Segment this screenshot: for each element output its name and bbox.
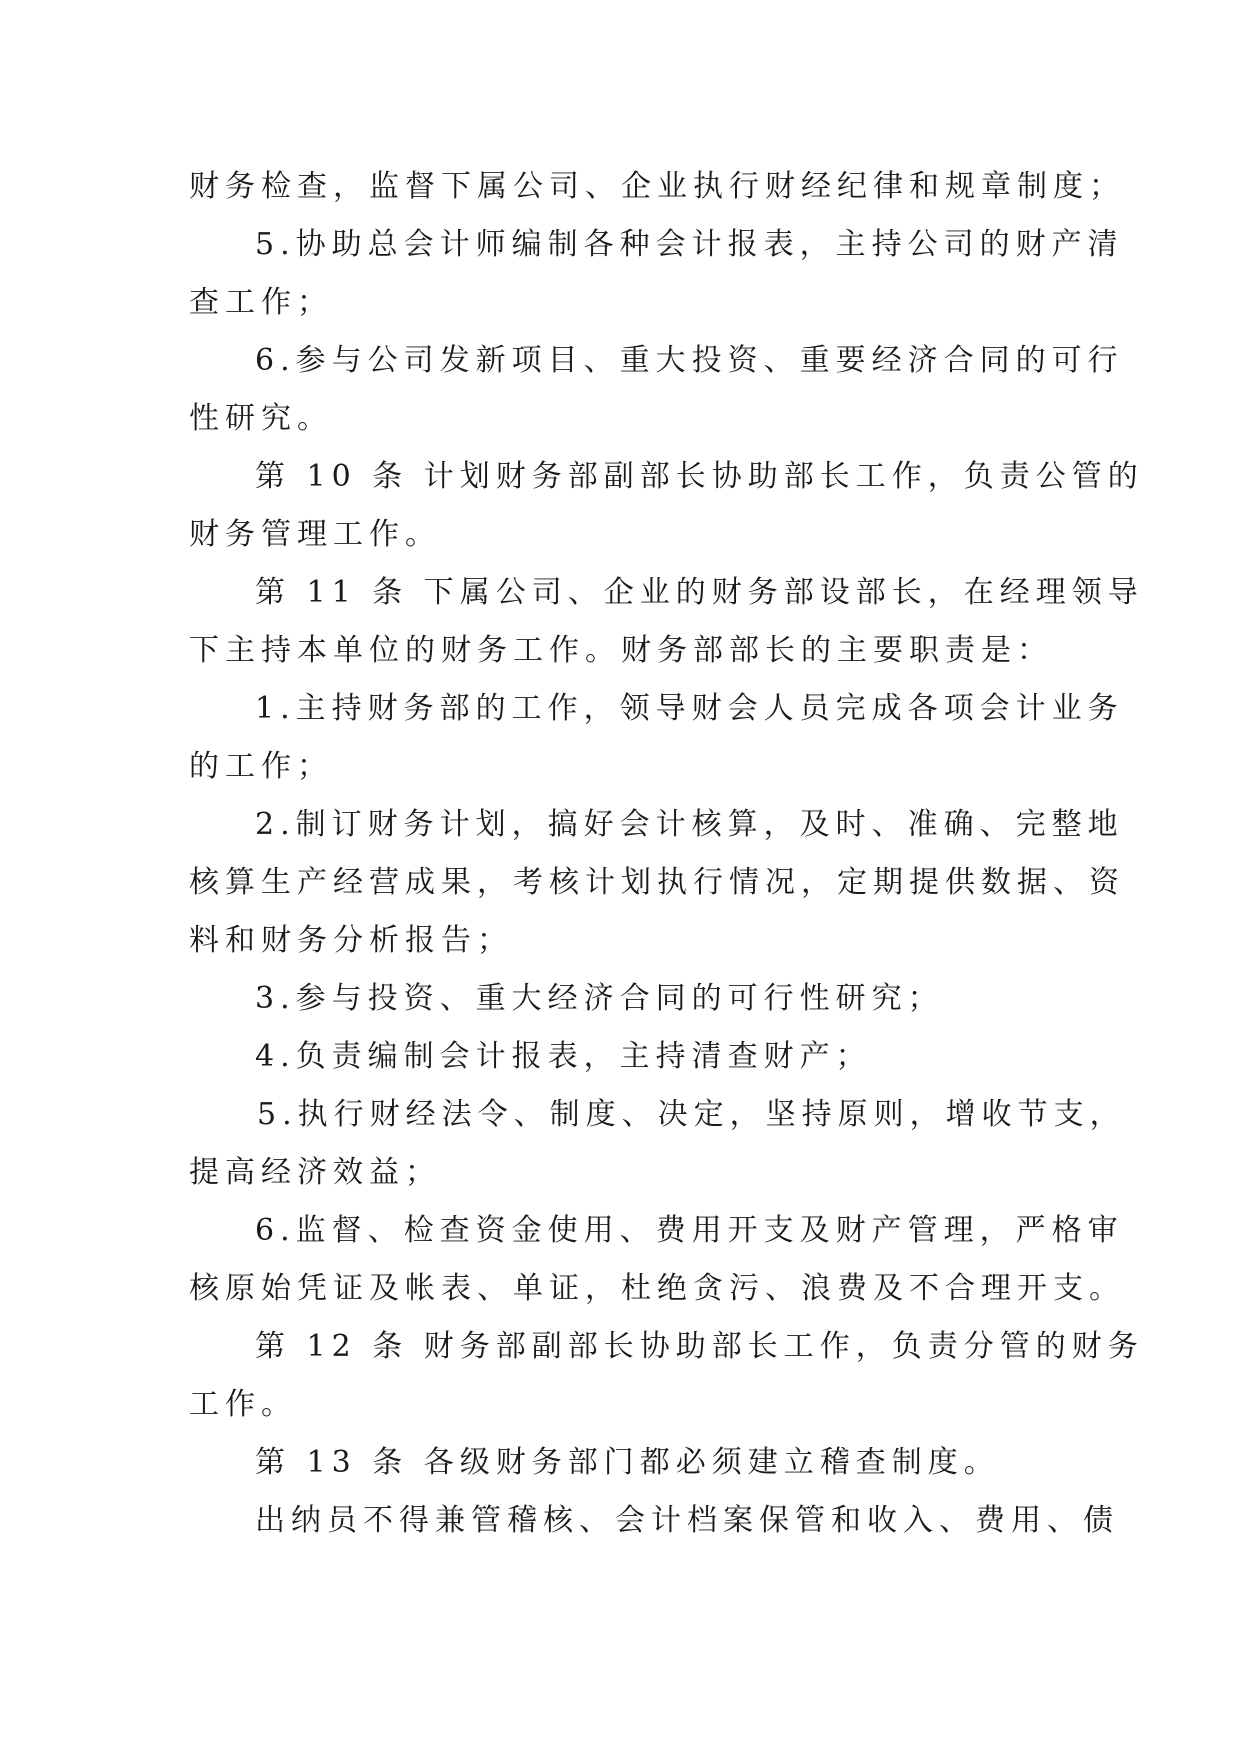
text-line: 工作。	[189, 1387, 297, 1422]
text-line: 5.协助总会计师编制各种会计报表，主持公司的财产清	[255, 227, 1124, 262]
text-line: 6.参与公司发新项目、重大投资、重要经济合同的可行	[255, 343, 1124, 378]
text-line: 第 10 条 计划财务部副部长协助部长工作，负责公管的	[255, 459, 1144, 494]
text-line: 4.负责编制会计报表，主持清查财产；	[255, 1039, 872, 1074]
text-line: 下主持本单位的财务工作。财务部部长的主要职责是：	[189, 633, 1053, 668]
text-line: 第 13 条 各级财务部门都必须建立稽查制度。	[255, 1445, 1000, 1480]
text-line: 查工作；	[189, 285, 333, 320]
text-line: 性研究。	[189, 401, 333, 436]
text-line: 核算生产经营成果，考核计划执行情况，定期提供数据、资	[189, 865, 1125, 900]
text-line: 第 11 条 下属公司、企业的财务部设部长，在经理领导	[255, 575, 1144, 610]
text-line: 料和财务分析报告；	[189, 923, 513, 958]
text-line: 核原始凭证及帐表、单证，杜绝贪污、浪费及不合理开支。	[189, 1271, 1125, 1306]
text-line: 2.制订财务计划，搞好会计核算，及时、准确、完整地	[255, 807, 1124, 842]
text-line: 3.参与投资、重大经济合同的可行性研究；	[255, 981, 944, 1016]
text-line: 6.监督、检查资金使用、费用开支及财产管理，严格审	[255, 1213, 1124, 1248]
text-line: 提高经济效益；	[189, 1155, 441, 1190]
text-line: 1.主持财务部的工作，领导财会人员完成各项会计业务	[255, 691, 1124, 726]
document-body	[189, 158, 1144, 1550]
text-line: 5.执行财经法令、制度、决定，坚持原则，增收节支，	[257, 1097, 1126, 1132]
text-line: 的工作；	[189, 749, 333, 784]
text-line: 财务管理工作。	[189, 517, 441, 552]
text-line: 财务检查，监督下属公司、企业执行财经纪律和规章制度；	[189, 169, 1125, 204]
text-line: 第 12 条 财务部副部长协助部长工作，负责分管的财务	[255, 1329, 1144, 1364]
text-line: 出纳员不得兼管稽核、会计档案保管和收入、费用、债	[255, 1503, 1119, 1538]
